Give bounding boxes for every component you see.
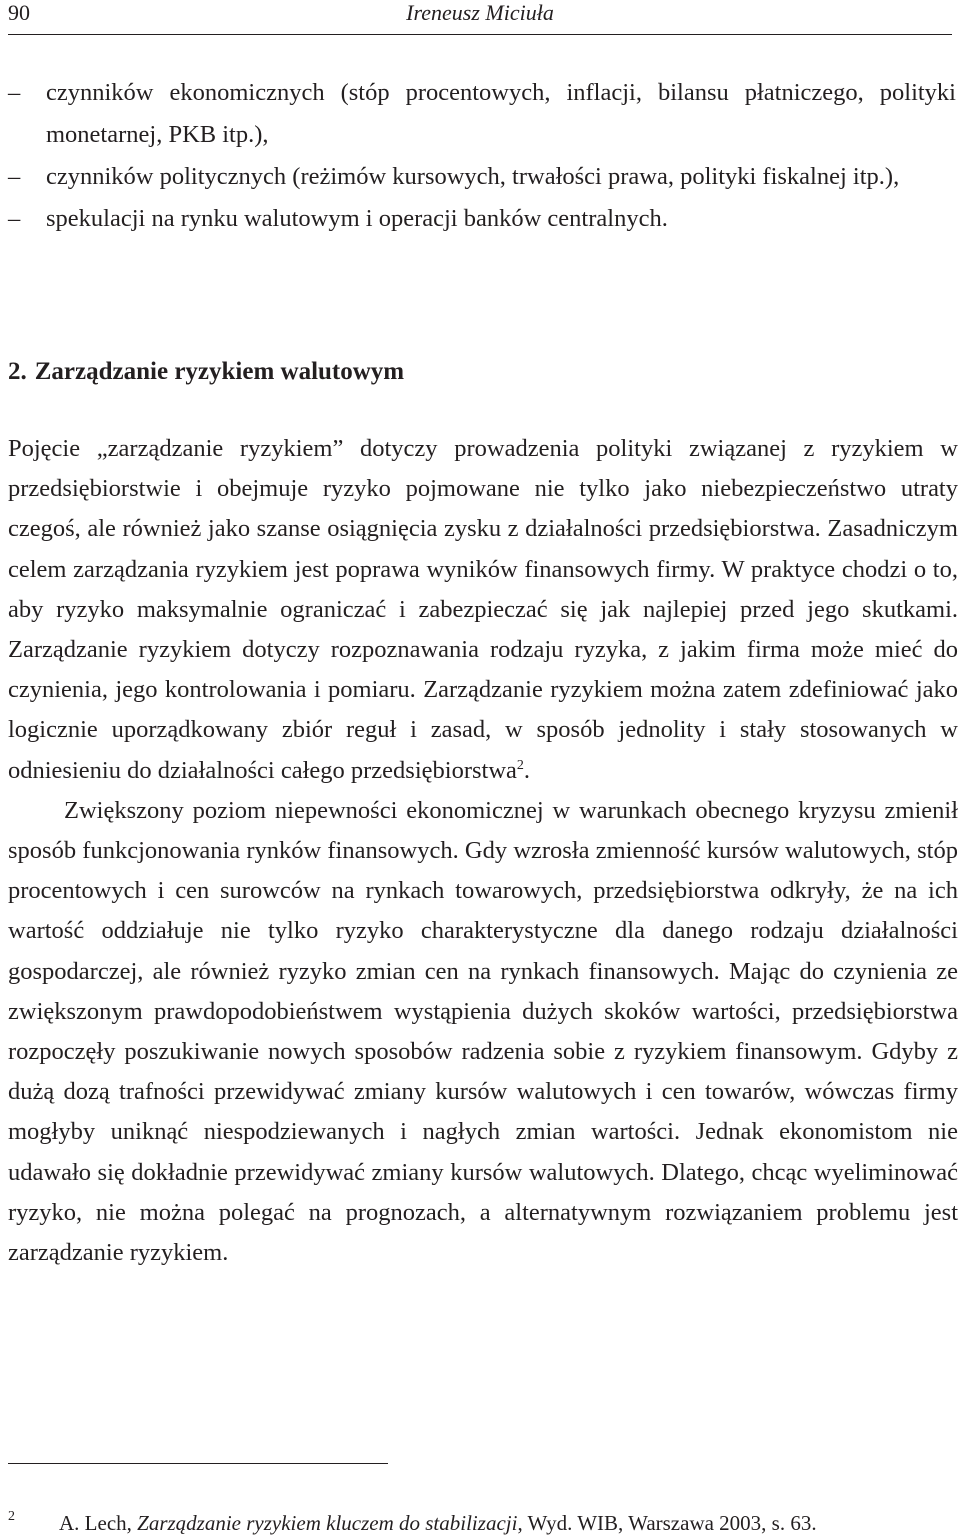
paragraph-1	[8, 429, 958, 791]
footnote-ref[interactable]: 2	[516, 757, 524, 773]
section-number: 2.	[8, 358, 27, 385]
list-item	[8, 156, 956, 198]
running-head-author: Ireneusz Miciuła	[406, 0, 554, 25]
paragraph-2: Zwiększony poziom niepewności ekonomicznej w warunkach obecnego kryzysu zmienił sposób funkcjonowania rynków finansowych. Gdy wzrosła zmienność kursów walutowych, stóp procentowych i cen surowców na rynkach towarowych, przedsiębiorstwa odkryły, że na ich wartość oddziałuje nie tylko ryzyko charakterystyczne dla danego rodzaju działalności gospodarczej, ale również ryzyko zmian cen na rynkach finansowych. Mając do czynienia ze zwiększonym prawdopodobieństwem wystąpienia dużych skoków wartości, przedsiębiorstwa rozpoczęły poszukiwanie nowych sposobów radzenia sobie z ryzykiem finansowym. Gdyby z dużą dozą trafności przewidywać zmiany kursów walutowych i cen towarów, wówczas firmy mogłyby uniknąć niespodziewanych i nagłych zmian wartości. Jednak ekonomistom nie udawało się dokładnie przewidywać zmiany kursów walutowych. Dlatego, chcąc wyeliminować ryzyko, nie można polegać na prognozach, a alternatywnym rozwiązaniem problemu jest zarządzanie ryzykiem.	[8, 796, 958, 1267]
list-item-text: czynników ekonomicznych (stóp procentowych, inflacji, bilansu płatniczego, polityki monetarnej, PKB itp.),	[46, 79, 956, 148]
paragraph-1-text: Pojęcie „zarządzanie ryzykiem” dotyczy prowadzenia polityki związanej z ryzykiem w przedsiębiorstwie i obejmuje ryzyko pojmowane nie tylko jako niebezpieczeństwo utraty czegoś, ale również jako szanse osiągnięcia zysku z działalności przedsiębiorstwa. Zasadniczym celem zarządzania ryzykiem jest poprawa wyników finansowych firmy. W praktyce chodzi o to, aby ryzyko maksymalnie ograniczać i zabezpieczać się jak najlepiej przed jego skutkami. Zarządzanie ryzykiem dotyczy rozpoznawania rodzaju ryzyka, z jakim firma może mieć do czynienia, jego kontrolowania i pomiaru. Zarządzanie ryzykiem można zatem zdefiniować jako logicznie uporządkowany zbiór reguł i zasad, w sposób jednolity i stały stosowanych w odniesieniu do działalności całego przedsiębiorstwa	[8, 435, 958, 784]
list-item-text: czynników politycznych (reżimów kursowych, trwałości prawa, polityki fiskalnej itp.),	[46, 163, 900, 190]
dash-bullet: –	[8, 79, 21, 106]
list-item-text: spekulacji na rynku walutowym i operacji banków centralnych.	[46, 205, 668, 232]
section-title: Zarządzanie ryzykiem walutowym	[34, 358, 405, 385]
body-text	[8, 429, 958, 1273]
footnote-rule	[8, 1463, 388, 1464]
factor-list	[8, 72, 956, 240]
page-number: 90	[8, 0, 30, 25]
running-header	[8, 0, 952, 35]
footnote-title: Zarządzanie ryzykiem kluczem do stabilizacji	[137, 1511, 518, 1535]
footnote-author: A. Lech,	[59, 1511, 138, 1535]
list-item	[8, 198, 956, 240]
dash-bullet: –	[8, 205, 21, 232]
footnote-rest: , Wyd. WIB, Warszawa 2003, s. 63.	[517, 1511, 817, 1535]
paragraph-1-end: .	[523, 756, 531, 784]
section-heading	[8, 352, 404, 392]
footnote-marker: 2	[8, 1509, 15, 1524]
footnote	[8, 1503, 958, 1537]
list-item	[8, 72, 956, 156]
dash-bullet: –	[8, 163, 21, 190]
